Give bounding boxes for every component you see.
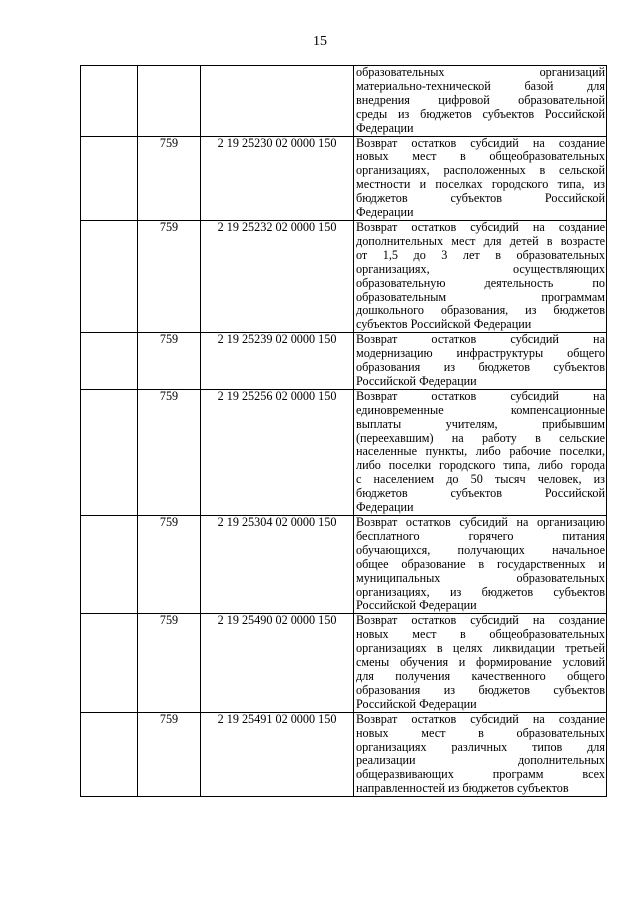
kbk-code-cell [201, 66, 354, 137]
description-cell [354, 333, 607, 390]
description-line: организациях различных типов для [356, 739, 605, 754]
description-line: Российской Федерации [356, 373, 477, 388]
empty-cell [81, 389, 138, 515]
description-line: новых мест в общеобразовательных [356, 627, 605, 642]
description-line: организациях, из бюджетов субъектов [356, 584, 605, 599]
admin-code-cell: 759 [138, 712, 201, 796]
description-cell [354, 712, 607, 796]
table-row [81, 66, 607, 137]
description-line: образовательных организаций [356, 65, 605, 79]
description-line: (переехавшим) на работу в сельские [356, 430, 605, 445]
table-body [81, 66, 607, 797]
description-line: Федерации [356, 500, 414, 515]
description-line: образовательную деятельность по [356, 275, 605, 290]
description-line: с населением до 50 тысяч человек, из [356, 472, 605, 487]
admin-code-cell: 759 [138, 389, 201, 515]
description-line: реализации дополнительных [356, 753, 605, 768]
admin-code-cell: 759 [138, 136, 201, 220]
budget-classification-table [80, 65, 607, 797]
table-row [81, 712, 607, 796]
description-line: организациях, расположенных в сельской [356, 163, 605, 178]
kbk-code-cell: 2 19 25256 02 0000 150 [201, 389, 354, 515]
table-row [81, 136, 607, 220]
description-line: Федерации [356, 205, 414, 220]
table-row [81, 220, 607, 332]
description-line: муниципальных образовательных [356, 570, 605, 585]
description-line: от 1,5 до 3 лет в образовательных [356, 247, 605, 262]
description-line: Возврат остатков субсидий на создание [356, 135, 605, 150]
kbk-code-cell: 2 19 25239 02 0000 150 [201, 333, 354, 390]
table-row [81, 333, 607, 390]
description-line: Возврат остатков субсидий на создание [356, 219, 605, 234]
admin-code-cell: 759 [138, 333, 201, 390]
empty-cell [81, 614, 138, 712]
table-row [81, 516, 607, 614]
description-cell [354, 516, 607, 614]
description-line: Возврат остатков субсидий на [356, 332, 605, 347]
description-line: либо поселки городского типа, либо города [356, 458, 605, 473]
description-line: организациях в целях ликвидации третьей [356, 641, 605, 656]
empty-cell [81, 66, 138, 137]
admin-code-cell: 759 [138, 516, 201, 614]
kbk-code-cell: 2 19 25304 02 0000 150 [201, 516, 354, 614]
description-line: смены обучения и формирование условий [356, 655, 605, 670]
description-line: для получения качественного общего [356, 668, 605, 683]
page-number: 15 [313, 34, 327, 49]
description-line: Возврат остатков субсидий на организацию [356, 515, 605, 529]
description-line: общее образование в государственных и [356, 556, 605, 571]
description-line: местности и поселках городского типа, из [356, 177, 605, 192]
admin-code-cell [138, 66, 201, 137]
description-line: Возврат остатков субсидий на создание [356, 711, 605, 726]
description-line: Российской Федерации [356, 598, 477, 613]
description-line: модернизацию инфраструктуры общего [356, 346, 605, 361]
description-cell [354, 389, 607, 515]
description-line: бесплатного горячего питания [356, 528, 605, 543]
description-line: единовременные компенсационные [356, 402, 605, 417]
kbk-code-cell: 2 19 25490 02 0000 150 [201, 614, 354, 712]
admin-code-cell: 759 [138, 614, 201, 712]
description-cell [354, 136, 607, 220]
empty-cell [81, 220, 138, 332]
empty-cell [81, 136, 138, 220]
description-line: внедрения цифровой образовательной [356, 92, 605, 107]
empty-cell [81, 516, 138, 614]
description-cell [354, 220, 607, 332]
description-line: направленностей из бюджетов субъектов [356, 781, 569, 796]
description-line: новых мест в общеобразовательных [356, 149, 605, 164]
description-line: Возврат остатков субсидий на создание [356, 613, 605, 628]
description-line: среды из бюджетов субъектов Российской [356, 106, 605, 121]
description-line: дошкольного образования, из бюджетов [356, 303, 605, 318]
description-line: материально-технической базой для [356, 78, 605, 93]
description-line: Российской Федерации [356, 696, 477, 711]
description-line: организациях, осуществляющих [356, 261, 605, 276]
description-line: Федерации [356, 120, 414, 135]
table-row [81, 614, 607, 712]
description-line: образования из бюджетов субъектов [356, 682, 605, 697]
description-line: субъектов Российской Федерации [356, 317, 532, 332]
admin-code-cell: 759 [138, 220, 201, 332]
description-line: образовательным программам [356, 289, 605, 304]
description-cell [354, 614, 607, 712]
description-line: обучающихся, получающих начальное [356, 542, 605, 557]
kbk-code-cell: 2 19 25491 02 0000 150 [201, 712, 354, 796]
description-cell [354, 66, 607, 137]
description-line: дополнительных мест для детей в возрасте [356, 233, 605, 248]
empty-cell [81, 333, 138, 390]
description-line: образования из бюджетов субъектов [356, 360, 605, 375]
description-line: новых мест в образовательных [356, 725, 605, 740]
description-line: бюджетов субъектов Российской [356, 191, 605, 206]
description-line: выплаты учителям, прибывшим [356, 416, 605, 431]
description-line: общеразвивающих программ всех [356, 767, 605, 782]
description-line: бюджетов субъектов Российской [356, 486, 605, 501]
table-row [81, 389, 607, 515]
description-line: населенные пункты, либо рабочие поселки, [356, 444, 605, 459]
kbk-code-cell: 2 19 25232 02 0000 150 [201, 220, 354, 332]
empty-cell [81, 712, 138, 796]
description-line: Возврат остатков субсидий на [356, 388, 605, 403]
kbk-code-cell: 2 19 25230 02 0000 150 [201, 136, 354, 220]
